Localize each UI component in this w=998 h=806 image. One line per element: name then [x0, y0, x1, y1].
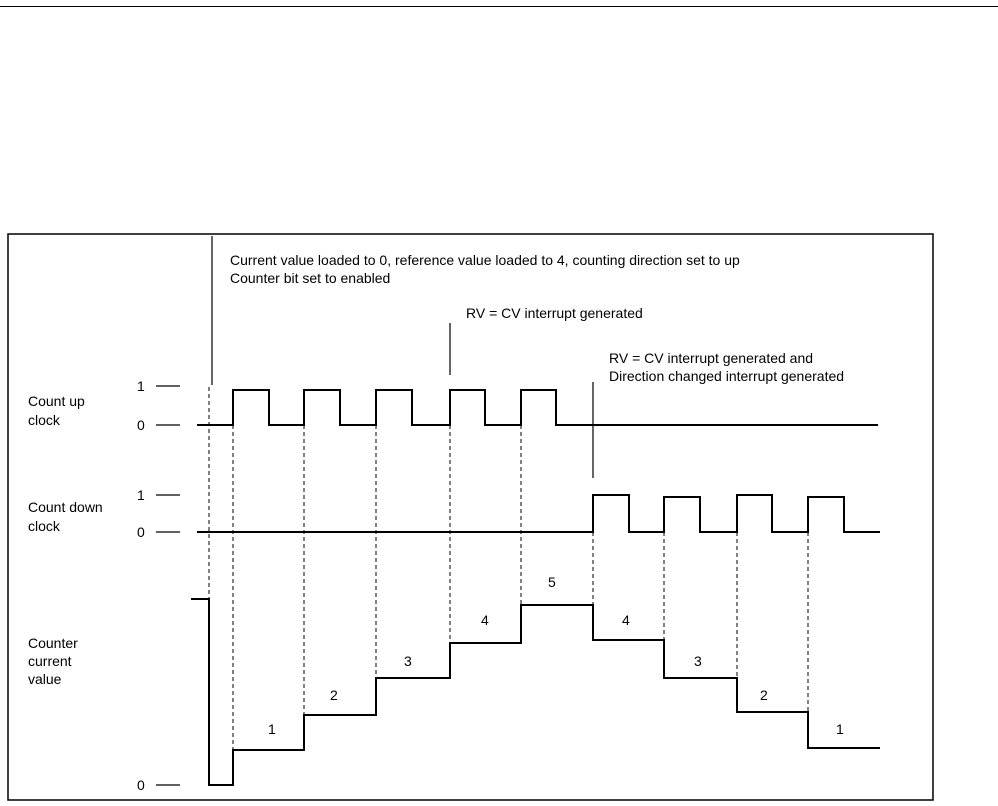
counter-value-label: 5	[548, 574, 556, 590]
count-up-low-level: 0	[137, 417, 145, 433]
counter-value-label: 2	[330, 687, 338, 703]
count-down-low-level: 0	[137, 524, 145, 540]
rv-cv-annotation: RV = CV interrupt generated	[466, 305, 643, 321]
rv-cv-direction-annotation-line2: Direction changed interrupt generated	[609, 368, 845, 384]
counter-label-line3: value	[28, 671, 62, 687]
counter-zero-level: 0	[137, 777, 145, 793]
counter-value-label: 2	[760, 687, 768, 703]
counter-value-label: 1	[836, 721, 844, 737]
count-up-waveform	[197, 390, 878, 425]
rv-cv-direction-annotation-line1: RV = CV interrupt generated and	[609, 350, 814, 366]
event-guides	[209, 387, 808, 785]
count-down-waveform	[197, 495, 880, 532]
count-up-high-level: 1	[137, 378, 145, 394]
load-annotation-line2: Counter bit set to enabled	[230, 270, 391, 286]
count-down-label-line2: clock	[28, 518, 60, 534]
count-down-high-level: 1	[137, 487, 145, 503]
count-up-label-line2: clock	[28, 412, 60, 428]
count-down-label-line1: Count down	[28, 499, 103, 515]
counter-value-label: 4	[481, 612, 489, 628]
counter-value-label: 3	[404, 653, 412, 669]
counter-label-line1: Counter	[28, 635, 78, 651]
load-annotation-line1: Current value loaded to 0, reference value loaded to 4, counting direction set to up	[230, 252, 740, 268]
counter-label-line2: current	[28, 653, 72, 669]
counter-value-waveform	[191, 599, 880, 785]
counter-value-label: 4	[622, 612, 630, 628]
counter-value-label: 1	[268, 721, 276, 737]
count-up-label-line1: Count up	[28, 393, 85, 409]
counter-value-label: 3	[694, 653, 702, 669]
